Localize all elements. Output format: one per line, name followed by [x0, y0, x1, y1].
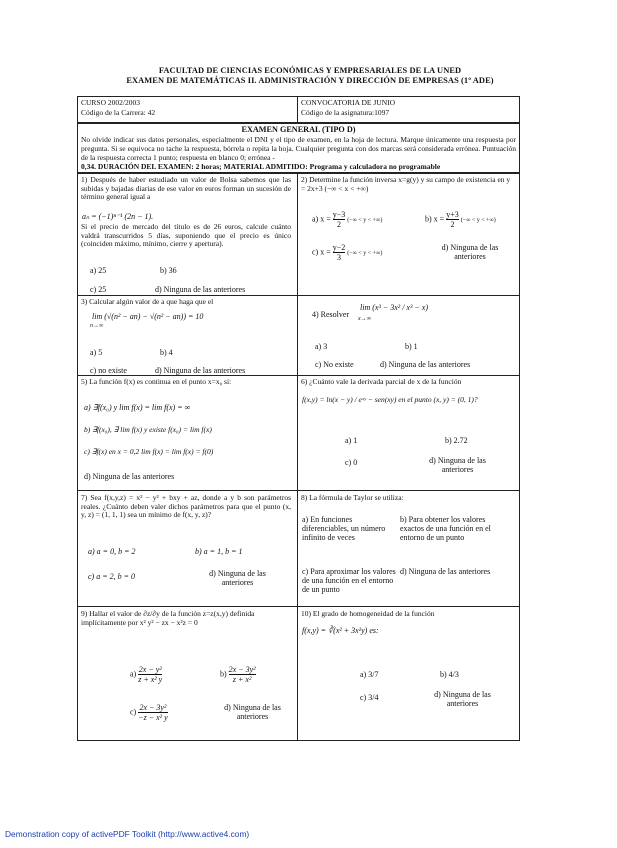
q4-option-c[interactable]: c) No existe [315, 360, 354, 369]
demo-watermark-footer: Demonstration copy of activePDF Toolkit (http://www.active4.com) [5, 829, 250, 839]
q10-option-b[interactable]: b) 4/3 [440, 670, 459, 679]
q2-option-a[interactable]: a) x = $\frac{y-3}{2}$ (−∞ < y < +∞) [312, 210, 383, 230]
q5-option-b[interactable]: b) ∃f(x₀), ∃ lim f(x) y existe f(x₀) = lim f(x) [84, 425, 212, 434]
q1-option-d[interactable]: d) Ninguna de las anteriores [155, 285, 246, 294]
q2-option-c[interactable]: c) x = $\frac{y-2}{3}$ (−∞ < y < +∞) [312, 243, 383, 263]
q5-option-c[interactable]: c) ∃f(x) en x = 0,2 lim f(x) = lim f(x) = f(0) [84, 447, 214, 456]
q5-text: 5) La función f(x) es continua en el punto x=x₀ si: [81, 377, 232, 386]
q6-option-b[interactable]: b) 2.72 [445, 436, 468, 445]
exam-subject-title: EXAMEN DE MATEMÁTICAS II. ADMINISTRACIÓN Y DIRECCIÓN DE EMPRESAS (1º ADE) [126, 76, 494, 85]
q1-option-a[interactable]: a) 25 [90, 266, 107, 275]
q2-text: 2) Determine la función inversa x=g(y) y su campo de existencia en y = 2x+3 (−∞ < x < +∞) [301, 175, 511, 193]
exam-title: EXAMEN GENERAL (TIPO D) [241, 125, 356, 134]
q1-option-b[interactable]: b) 36 [160, 266, 177, 275]
q7-option-c[interactable]: c) a = 2, b = 0 [88, 572, 136, 581]
q4-option-d[interactable]: d) Ninguna de las anteriores [380, 360, 471, 369]
q9-option-a[interactable]: a) $\frac{\text{2x − y²}}{\text{z + x² y}}$ [130, 665, 163, 685]
q8-option-b[interactable]: b) Para obtener los valores exactos de una función en el entorno de un punto [400, 515, 491, 543]
q3-formula: lim (√(n² − an) − √(n² − an)) = 10 [92, 312, 204, 321]
q6-formula: f(x,y) = ln(x − y) / eˣʸ − sen(xy) en el punto (x, y) = (0, 1)? [302, 395, 478, 404]
q10-option-a[interactable]: a) 3/7 [360, 670, 379, 679]
q7-text: 7) Sea f(x,y,z) = x² − y² + bxy + az, donde a y b son parámetros reales. ¿Cuánto deben valer dichos parámetros para que el punto (x, y, z) = (1, 1, 1) sea un mínimo de f(x, y, z)? [81, 493, 291, 520]
q5-option-a[interactable]: a) ∃f(x₀) y lim f(x) = lim f(x) = ∞ [84, 403, 191, 412]
q4-text: 4) Resolver [312, 310, 350, 319]
q4-option-a[interactable]: a) 3 [315, 342, 328, 351]
q10-formula: f(x,y) = ∛(x² + 3x²y) es: [302, 626, 379, 635]
q3-option-c[interactable]: c) no existe [90, 366, 127, 375]
q10-text: 10) El grado de homogeneidad de la función [301, 609, 435, 618]
q2-option-b[interactable]: b) x = $\frac{y+3}{2}$ (−∞ < y < +∞) [425, 210, 496, 230]
q9-text: 9) Hallar el valor de ∂z/∂y de la función z=z(x,y) definida implícitamente por x² y² − zx − x²z = 0 [81, 609, 255, 627]
q8-option-d[interactable]: d) Ninguna de las anteriores [400, 567, 491, 576]
q4-formula-sub: x→∞ [358, 316, 371, 322]
q9-option-d[interactable]: d) Ninguna de las anteriores [224, 703, 281, 722]
q3-option-d[interactable]: d) Ninguna de las anteriores [155, 366, 246, 375]
q10-option-c[interactable]: c) 3/4 [360, 693, 379, 702]
subject-code: Código de la asignatura:1097 [301, 108, 390, 117]
q1-option-c[interactable]: c) 25 [90, 285, 107, 294]
q3-option-b[interactable]: b) 4 [160, 348, 173, 357]
q8-text: 8) La fórmula de Taylor se utiliza: [301, 493, 404, 502]
q6-option-c[interactable]: c) 0 [345, 458, 358, 467]
q1-text: 1) Después de haber estudiado un valor de Bolsa sabemos que las subidas y bajadas diarias de ese valor en euros forman un sucesión de término general igual a [81, 175, 291, 202]
instructions-bold: 0,34. DURACIÓN DEL EXAMEN: 2 horas; MATERIAL ADMITIDO: Programa y calculadora no programable [81, 162, 441, 171]
q4-option-b[interactable]: b) 1 [405, 342, 418, 351]
q7-option-d[interactable]: d) Ninguna de las anteriores [209, 569, 266, 588]
q3-option-a[interactable]: a) 5 [90, 348, 103, 357]
q7-option-b[interactable]: b) a = 1, b = 1 [195, 547, 243, 556]
q3-formula-sub: n→∞ [90, 323, 104, 329]
course-label: CURSO 2002/2003 [81, 98, 140, 107]
q6-option-d[interactable]: d) Ninguna de las anteriores [429, 456, 486, 475]
q8-option-a[interactable]: a) En funciones diferenciables, un número infinito de veces [302, 515, 386, 543]
q9-option-c[interactable]: c) $\frac{\text{2x − 3y²}}{\text{−z − x² y}}$ [130, 703, 168, 723]
q6-text: 6) ¿Cuánto vale la derivada parcial de x de la función [301, 377, 462, 386]
call-label: CONVOCATORIA DE JUNIO [301, 98, 396, 107]
q4-formula: lim (x³ − 3x² / x³ − x) [360, 303, 428, 312]
faculty-title: FACULTAD DE CIENCIAS ECONÓMICAS Y EMPRESARIALES DE LA UNED [158, 66, 462, 75]
course-code: Código de la Carrera: 42 [81, 108, 156, 117]
q8-option-c[interactable]: c) Para aproximar los valores de una función en el entorno de un punto [302, 567, 396, 595]
instructions-text: No olvide indicar sus datos personales, especialmente el DNI y el tipo de examen, en la hoja de lectura. Marque únicamente una respuesta por pregunta. Si se equivoca no tache la respuesta, bórrela o repita la hoja. Cualquier pregunta con dos marcas será considerada errónea. Puntuación de la respuesta correcta 1 punto; respuesta en blanco 0; errónea - [81, 135, 516, 162]
q6-option-a[interactable]: a) 1 [345, 436, 358, 445]
q1-text2: Si el precio de mercado del título es de 26 euros, calcule cuánto valdrá transcurridos 5 días, suponiendo que el precio es único (coinciden máximo, mínimo, cierre y apertura). [81, 222, 291, 249]
q3-text: 3) Calcular algún valor de a que haga que el [81, 297, 214, 306]
q5-option-d[interactable]: d) Ninguna de las anteriores [84, 472, 175, 481]
q10-option-d[interactable]: d) Ninguna de las anteriores [434, 690, 491, 709]
q1-formula: aₙ = (−1)ⁿ⁻¹ (2n − 1). [82, 212, 154, 221]
q9-option-b[interactable]: b) $\frac{\text{2x − 3y²}}{\text{z + x²}}$ [220, 665, 256, 685]
q2-option-d[interactable]: d) Ninguna de las anteriores [441, 243, 499, 262]
q7-option-a[interactable]: a) a = 0, b = 2 [88, 547, 136, 556]
